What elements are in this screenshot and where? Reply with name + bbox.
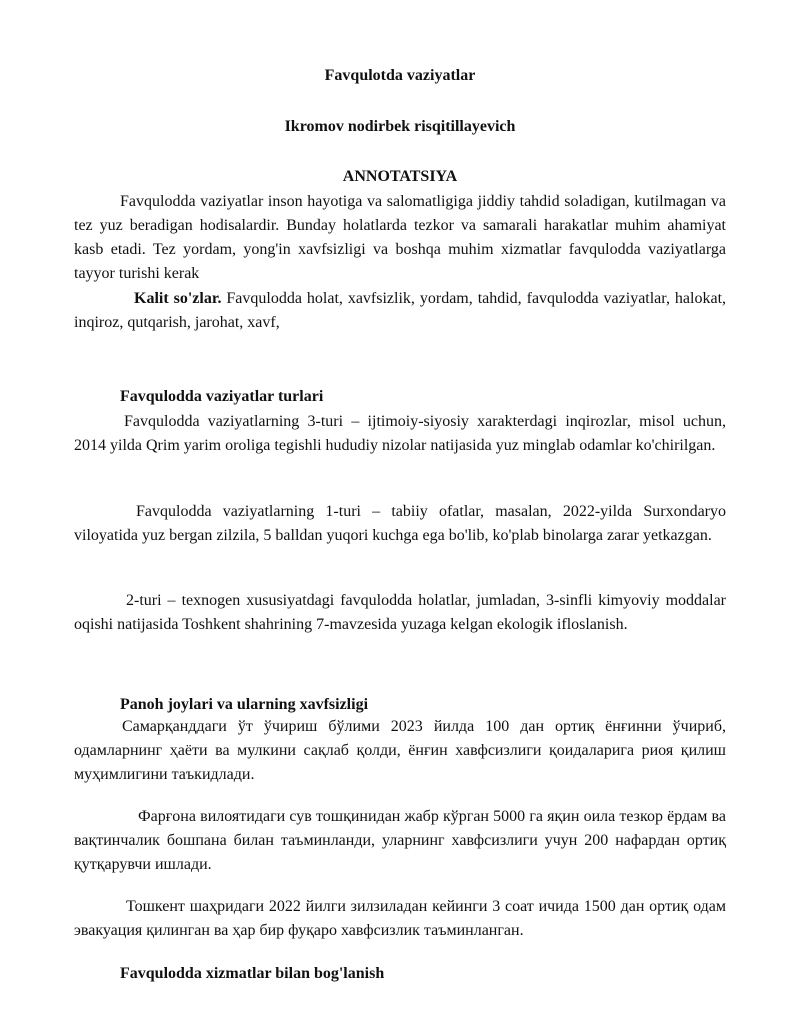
section-heading-contact: Favqulodda xizmatlar bilan bog'lanish xyxy=(120,965,385,982)
types-paragraph-2: Favqulodda vaziyatlarning 1-turi – tabiiy ofatlar, masalan, 2022-yilda Surxondaryo viloyatida yuz bergan zilzila, 5 balldan yuqori kuchga ega bo'lib, ko'plab binolarga zarar yetkazgan. xyxy=(74,503,726,544)
shelters-paragraph-3: Тошкент шаҳридаги 2022 йилги зилзиладан кейинги 3 соат ичида 1500 дан ортиқ одам эвакуация қилинган ва ҳар бир фуқаро хавфсизлик таъминланган. xyxy=(74,898,726,939)
author-name: Ikromov nodirbek risqitillayevich xyxy=(284,118,516,135)
types-paragraph-1: Favqulodda vaziyatlarning 3-turi – ijtimoiy-siyosiy xarakterdagi inqirozlar, misol uchun, 2014 yilda Qrim yarim oroliga tegishli hududiy nizolar natijasida yuz minglab odamlar ko'chirilgan. xyxy=(74,413,726,454)
annotation-heading: ANNOTATSIYA xyxy=(342,168,458,185)
section-heading-shelters: Panoh joylari va ularning xavfsizligi xyxy=(120,696,369,713)
annotation-paragraph: Favqulodda vaziyatlar inson hayotiga va salomatligiga jiddiy tahdid soladigan, kutilmagan va tez yuz beradigan hodisalardir. Bunday holatlarda tezkor va samarali harakatlar muhim ahamiyat kasb etadi. Tez yordam, yong'in xavfsizligi va boshqa muhim xizmatlar favqulodda vaziyatlarga tayyor turishi kerak xyxy=(74,193,726,282)
types-paragraph-3: 2-turi – texnogen xususiyatdagi favqulodda holatlar, jumladan, 3-sinfli kimyoviy moddalar oqishi natijasida Toshkent shahrining 7-mavzesida yuzaga kelgan ekologik ifloslanish. xyxy=(74,592,726,633)
shelters-paragraph-2: Фарғона вилоятидаги сув тошқинидан жабр кўрган 5000 га яқин оила тезкор ёрдам ва вақтинчалик бошпана билан таъминланди, уларнинг хавфсизлиги учун 200 нафардан ортиқ қутқарувчи ишлади. xyxy=(74,808,726,873)
shelters-paragraph-1: Самарқанддаги ўт ўчириш бўлими 2023 йилда 100 дан ортиқ ёнғинни ўчириб, одамларнинг ҳаёти ва мулкини сақлаб қолди, ёнғин хавфсизлиги қоидаларига риоя қилиш муҳимлигини таъкидлади. xyxy=(74,718,726,783)
document-title: Favqulotda vaziyatlar xyxy=(324,67,476,84)
keywords-text: Favqulodda holat, xavfsizlik, yordam, tahdid, favqulodda vaziyatlar, halokat, inqiroz, qutqarish, jarohat, xavf, xyxy=(74,290,727,331)
section-heading-types: Favqulodda vaziyatlar turlari xyxy=(120,388,324,405)
keywords-paragraph xyxy=(74,287,726,335)
keywords-label: Kalit so'zlar. xyxy=(134,290,222,307)
